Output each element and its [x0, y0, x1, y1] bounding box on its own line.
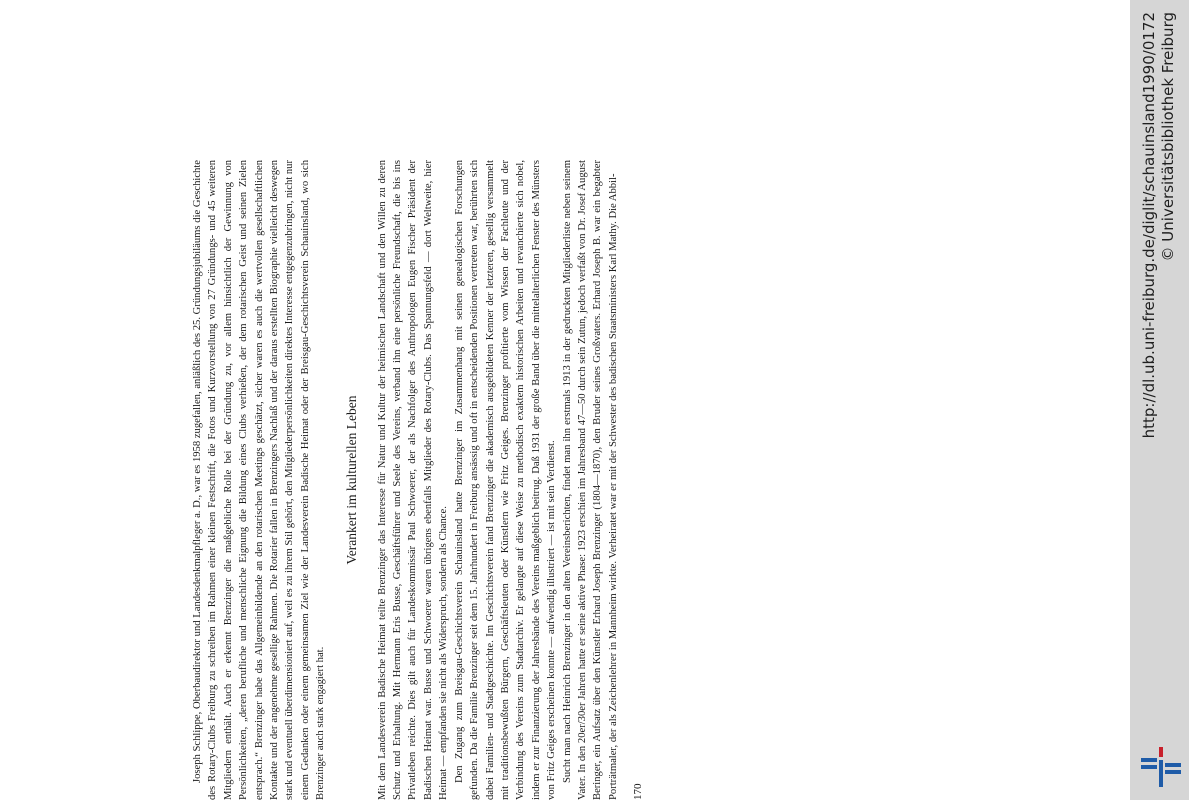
sidebar-text	[1130, 0, 1189, 800]
library-logo-icon	[1141, 747, 1183, 787]
section-heading: Verankert im kulturellen Leben	[343, 395, 359, 565]
paragraph-2: Mit dem Landesverein Badische Heimat teilte Brenzinger das Interesse für Natur und Kultur der heimischen Landschaft und den Willen zu deren Schutz und Erhaltung. Mit Hermann Eris Busse, Geschäftsführer und Seele des Vereins, verband ihn eine persönliche Freundschaft, die bis ins Privatleben reichte. Dies gilt auch für Landeskommissär Paul Schwoerer, der als Nachfolger des Anthropologen Eugen Fischer Präsident der Badischen Heimat war. Busse und Schwoerer waren übrigens ebenfalls Mitglieder des Rotary-Clubs. Das Spannungsfeld — dort Weltweite, hier Heimat — empfanden sie nicht als Widerspruch, sondern als Chance.	[376, 160, 450, 800]
copyright-notice: © Universitätsbibliothek Freiburg	[1159, 12, 1177, 262]
paragraph-3: Den Zugang zum Breisgau-Geschichtsverein Schauinsland hatte Brenzinger im Zusammenhang mit seinen genealogischen Forschungen gefunden. Da die Familie Brenzinger seit dem 15. Jahrhundert in Freiburg ansässig und oft in entscheidenden Positionen vertreten war, berührten sich dabei Familien- und Stadtgeschichte. Im Geschichtsverein fand Brenzinger die akademisch ausgebildeten Kenner der letzteren, gesellig versammelt mit traditionsbewußten Bürgern, Geschäftsleuten oder Künstlern wie Fritz Geiges. Brenzinger profitierte vom Wissen der Fachleute und der Verbindung des Vereins zum Stadtarchiv. Er gelangte auf diese Weise zu methodisch exaktem historischen Arbeiten und revanchierte sich nobel, indem er zur Finanzierung der Jahresbände des Vereins maßgeblich beitrug. Daß 1931 der große Band über die mittelalterlichen Fenster des Münsters von Fritz Geiges erscheinen konnte — aufwendig illustriert — ist mit sein Verdienst.	[453, 160, 558, 800]
page-number: 170	[632, 783, 645, 800]
source-url[interactable]: http://dl.ub.uni-freiburg.de/diglit/schauinsland1990/0172	[1140, 12, 1158, 439]
page-text-block	[190, 160, 950, 800]
paragraph-4: Sucht man nach Heinrich Brenzinger in den alten Vereinsberichten, findet man ihn erstmals 1913 in der gedruckten Mitgliederliste neben seinem Vater. In den 20er/30er Jahren hatte er seine aktive Phase: 1923 erschien im Jahresband 47—50 durch sein Zutun, jedoch verfaßt von Dr. Josef August Beringer, ein Aufsatz über den Künstler Erhard Joseph Brenzinger (1804—1870), den Bruder seines Großvaters. Erhard Joseph B. war ein begabter Porträtmaler, der als Zeichenlehrer in Mannheim wirkte. Verheiratet war er mit der Schwester des badischen Staatsministers Karl Mathy. Die Abbil-	[561, 160, 619, 800]
library-sidebar	[1130, 0, 1189, 800]
paragraph-1: Joseph Schlippe, Oberbaudirektor und Landesdenkmalpfleger a. D., war es 1958 zugefallen, anläßlich des 25. Gründungsjubiläums die Geschichte des Rotary-Clubs Freiburg zu schreiben im Rahmen einer kleinen Festschrift, die Fotos und Kurzvorstellung von 27 Gründungs- und 45 weiteren Mitgliedern enthält. Auch er erkennt Brenzinger die maßgebliche Rolle bei der Gründung zu, vor allem hinsichtlich der Gewinnung von Persönlichkeiten, „deren berufliche und menschliche Eignung die Bildung eines Clubs verhießen, der dem rotarischen Geist und seinen Zielen entsprach.“ Brenzinger habe das Allgemeinbildende an den rotarischen Meetings geschätzt, sicher waren es auch die wertvollen gesellschaftlichen Kontakte und der angenehme gesellige Rahmen. Die Rotarier fallen in Brenzingers Nachlaß und der daraus erstellten Biographie vielleicht deswegen stark und eventuell überdimensioniert auf, weil es zu ihrem Stil gehört, den Mitgliederpersönlichkeiten direktes Interesse entgegenzubringen, nicht nur einem Gedanken oder einem gemeinsamen Ziel wie der Landesverein Badische Heimat oder der Breisgau-Geschichtsverein Schauinsland, wo sich Brenzinger auch stark engagiert hat.	[192, 160, 327, 800]
